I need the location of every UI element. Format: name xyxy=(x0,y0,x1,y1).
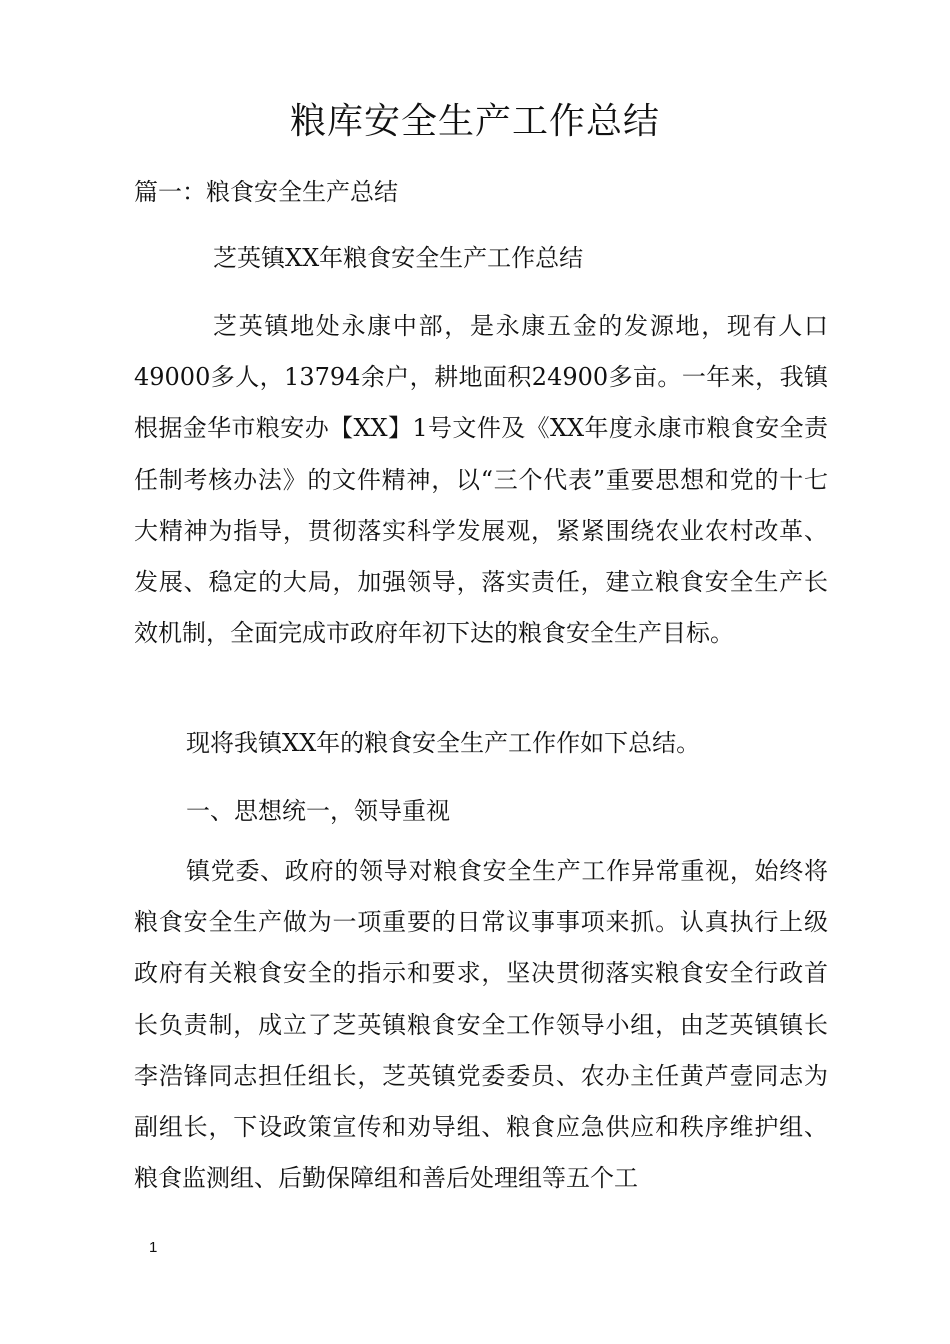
paragraph-leadership: 镇党委、政府的领导对粮食安全生产工作异常重视，始终将粮食安全生产做为一项重要的日常议事事项来抓。认真执行上级政府有关粮食安全的指示和要求，坚决贯彻落实粮食安全行政首长负责制，成立了芝英镇粮食安全工作领导小组，由芝英镇镇长李浩锋同志担任组长，芝英镇党委委员、农办主任黄芦壹同志为副组长，下设政策宣传和劝导组、粮食应急供应和秩序维护组、粮食监测组、后勤保障组和善后处理组等五个工 xyxy=(134,857,828,1193)
subsection-heading: 一、思想统一，领导重视 xyxy=(186,797,450,825)
document-title: 粮库安全生产工作总结 xyxy=(289,101,660,142)
page-number: 1 xyxy=(149,1239,158,1256)
paragraph-intro: 芝英镇地处永康中部，是永康五金的发源地，现有人口49000多人，13794余户，耕地面积24900多亩。一年来，我镇根据金华市粮安办【XX】1号文件及《XX年度永康市粮食安全责任制考核办法》的文件精神，以“三个代表”重要思想和党的十七大精神为指导，贯彻落实科学发展观，紧紧围绕农业农村改革、发展、稳定的大局，加强领导，落实责任，建立粮食安全生产长效机制，全面完成市政府年初下达的粮食安全生产目标。 xyxy=(134,312,828,648)
document-subtitle: 芝英镇XX年粮食安全生产工作总结 xyxy=(213,244,584,272)
section-heading: 篇一：粮食安全生产总结 xyxy=(134,178,398,206)
paragraph-summary-lead: 现将我镇XX年的粮食安全生产工作作如下总结。 xyxy=(186,729,701,757)
